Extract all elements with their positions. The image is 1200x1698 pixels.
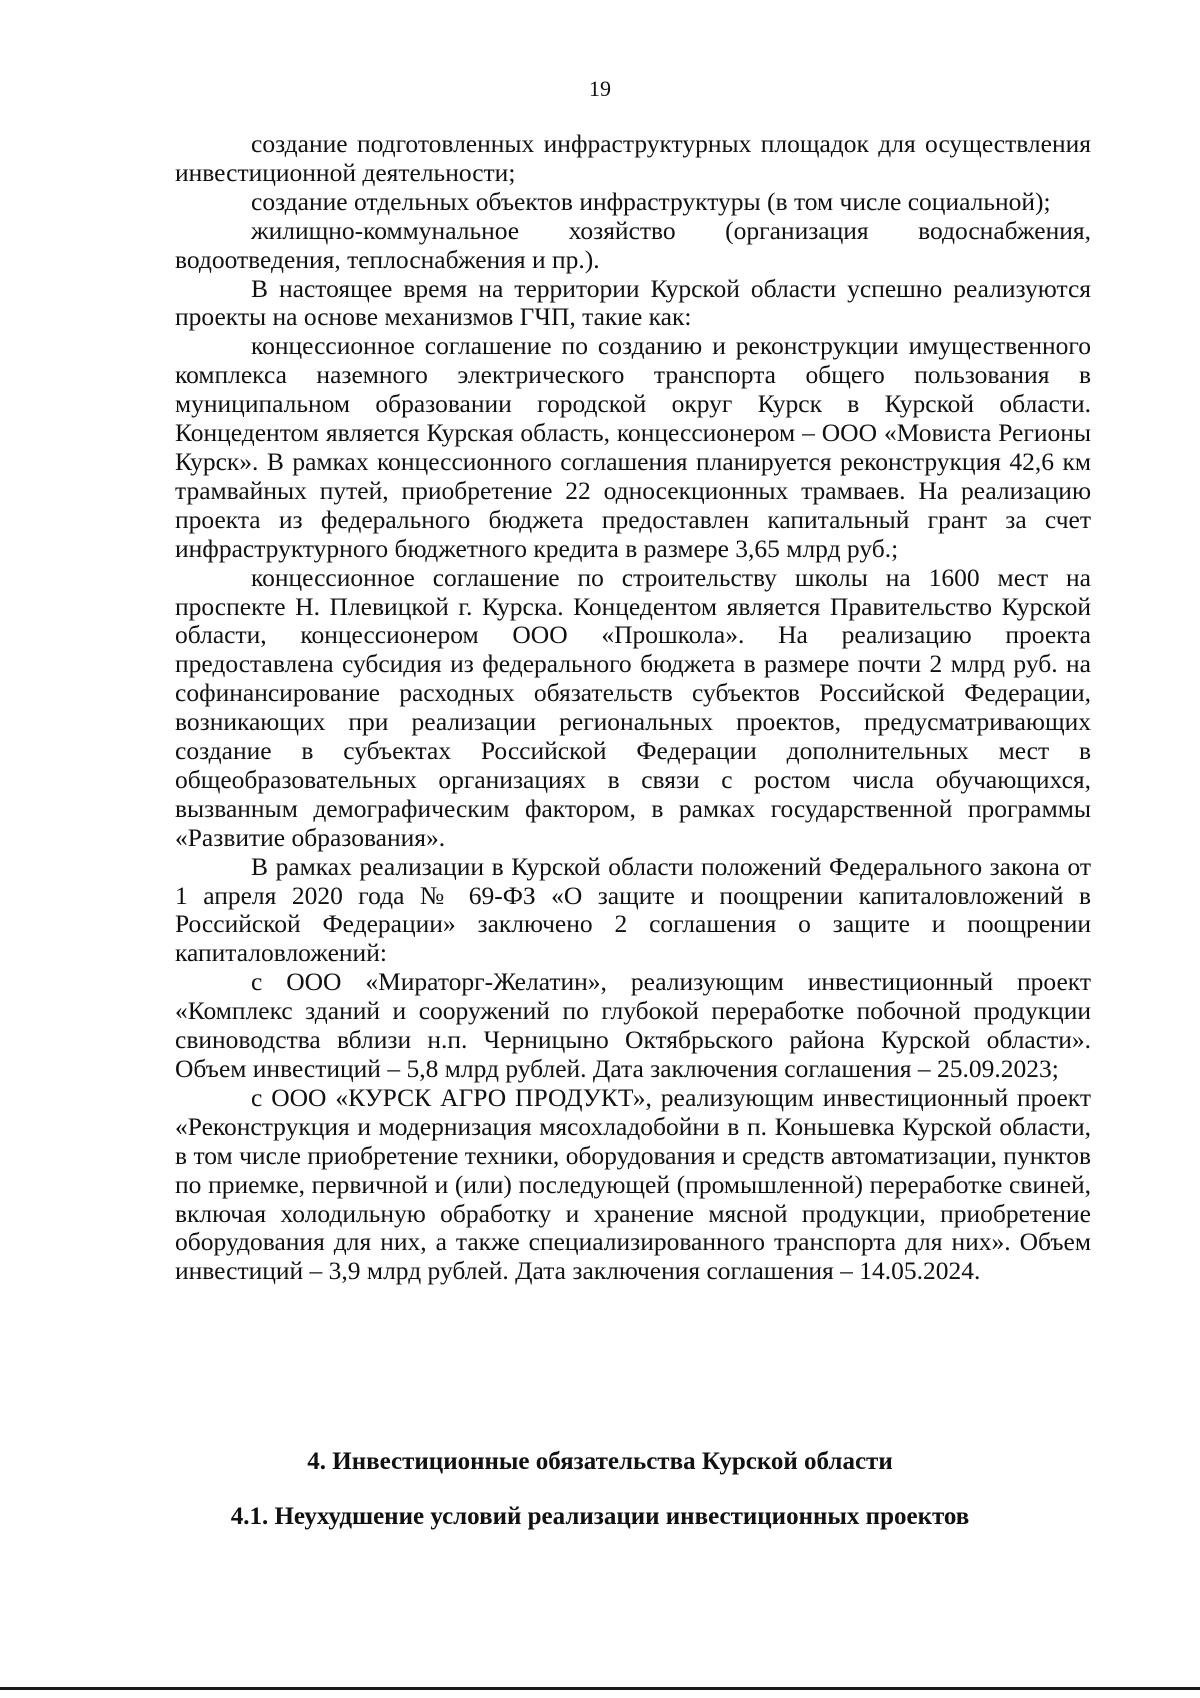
paragraph: концессионное соглашение по строительству школы на 1600 мест на проспекте Н. Плевицкой г. Курска. Концедентом является Правительство Курской области, концессионером ООО «Прошкола». На реализацию проекта предоставлена субсидия из федерального бюджета в размере почти 2 млрд руб. на софинансирование расходных обязательств субъектов Российской Федерации, возникающих при реализации региональных проектов, предусматривающих создание в субъектах Российской Федерации дополнительных мест в общеобразовательных организациях в связи с ростом числа обучающихся, вызванным демографическим фактором, в рамках государственной программы «Развитие образования». xyxy=(175,562,1091,852)
paragraph: создание отдельных объектов инфраструктуры (в том числе социальной); xyxy=(251,186,1051,216)
body-text xyxy=(175,130,1091,1286)
scan-edge-line xyxy=(0,1687,1200,1690)
paragraph: В рамках реализации в Курской области положений Федерального закона от 1 апреля 2020 года № 69-ФЗ «О защите и поощрении капиталовложений в Российской Федерации» заключено 2 соглашения о защите и поощрении капиталовложений: xyxy=(175,851,1091,968)
paragraph: с ООО «КУРСК АГРО ПРОДУКТ», реализующим инвестиционный проект «Реконструкция и модернизация мясохладобойни в п. Коньшевка Курской области, в том числе приобретение техники, оборудования и средств автоматизации, пунктов по приемке, первичной и (или) последующей (промышленной) переработке свиней, включая холодильную обработку и хранение мясной продукции, приобретение оборудования для них, а также специализированного транспорта для них». Объем инвестиций – 3,9 млрд рублей. Дата заключения соглашения – 14.05.2024. xyxy=(175,1082,1091,1286)
section-heading: 4. Инвестиционные обязательства Курской области xyxy=(307,1448,893,1475)
paragraph: концессионное соглашение по созданию и реконструкции имущественного комплекса наземного электрического транспорта общего пользования в муниципальном образовании городской округ Курск в Курской области. Концедентом является Курская область, концессионером – ООО «Мовиста Регионы Курск». В рамках концессионного соглашения планируется реконструкция 42,6 км трамвайных путей, приобретение 22 односекционных трамваев. На реализацию проекта из федерального бюджета предоставлен капитальный грант за счет инфраструктурного бюджетного кредита в размере 3,65 млрд руб.; xyxy=(175,331,1091,563)
paragraph: с ООО «Мираторг-Желатин», реализующим инвестиционный проект «Комплекс зданий и сооружений по глубокой переработке побочной продукции свиноводства вблизи н.п. Черницыно Октябрьского района Курской области». Объем инвестиций – 5,8 млрд рублей. Дата заключения соглашения – 25.09.2023; xyxy=(175,967,1091,1083)
subsection-heading: 4.1. Неухудшение условий реализации инвестиционных проектов xyxy=(230,1503,970,1530)
paragraph: В настоящее время на территории Курской области успешно реализуются проекты на основе механизмов ГЧП, такие как: xyxy=(175,273,1091,332)
paragraph: жилищно-коммунальное хозяйство (организация водоснабжения, водоотведения, теплоснабжения и пр.). xyxy=(175,215,1091,274)
page-number: 19 xyxy=(589,76,611,101)
paragraph: создание подготовленных инфраструктурных площадок для осуществления инвестиционной деятельности; xyxy=(175,129,1091,187)
